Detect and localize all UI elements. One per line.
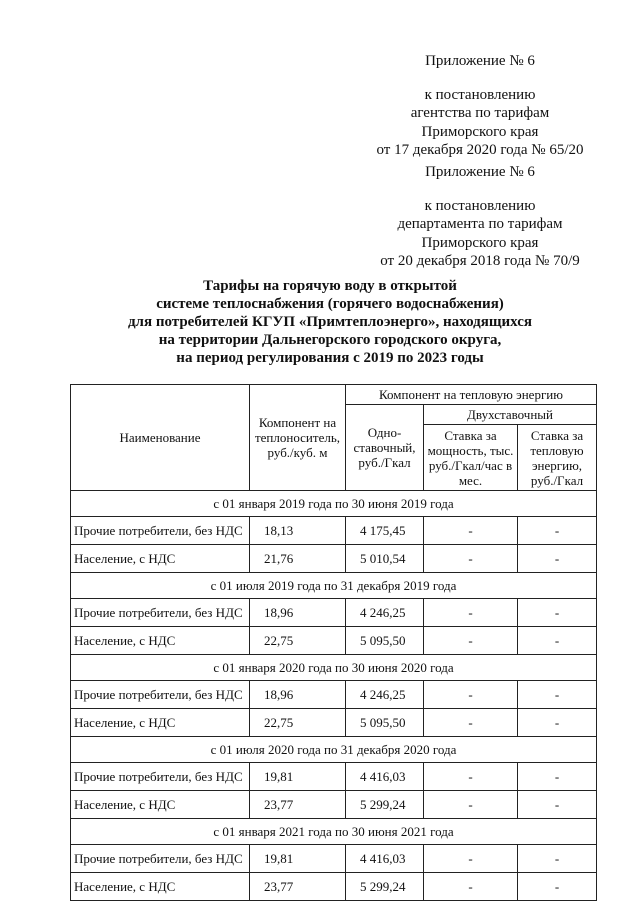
cell-one-rate: 4 416,03	[346, 763, 424, 791]
cell-energy: -	[518, 599, 597, 627]
table-row	[71, 763, 597, 791]
cell-energy: -	[518, 627, 597, 655]
cell-energy: -	[518, 873, 597, 901]
cell-carrier: 21,76	[250, 545, 346, 573]
cell-energy: -	[518, 517, 597, 545]
cell-one-rate: 5 095,50	[346, 709, 424, 737]
table-row	[71, 845, 597, 873]
header-one-rate: Одно-ставочный, руб./Гкал	[346, 405, 424, 491]
header-capacity: Ставка за мощность, тыс. руб./Гкал/час в мес.	[424, 425, 518, 491]
cell-name: Прочие потребители, без НДС	[71, 599, 250, 627]
cell-name: Население, с НДС	[71, 873, 250, 901]
cell-name: Прочие потребители, без НДС	[71, 845, 250, 873]
cell-energy: -	[518, 681, 597, 709]
title-line: на период регулирования с 2019 по 2023 годы	[176, 350, 484, 366]
cell-name: Прочие потребители, без НДС	[71, 681, 250, 709]
appendix-top-line: от 17 декабря 2020 года № 65/20	[376, 142, 584, 158]
appendix-block-top	[360, 52, 600, 160]
period-label: с 01 января 2019 года по 30 июня 2019 года	[71, 491, 597, 517]
cell-carrier: 18,96	[250, 681, 346, 709]
cell-one-rate: 4 246,25	[346, 599, 424, 627]
cell-energy: -	[518, 545, 597, 573]
table-row	[71, 517, 597, 545]
cell-one-rate: 5 299,24	[346, 873, 424, 901]
period-row	[71, 655, 597, 681]
table-row	[71, 545, 597, 573]
appendix-top-line: Приморского края	[421, 123, 539, 140]
cell-carrier: 22,75	[250, 709, 346, 737]
cell-carrier: 18,96	[250, 599, 346, 627]
cell-energy: -	[518, 709, 597, 737]
table-row	[71, 791, 597, 819]
cell-name: Население, с НДС	[71, 791, 250, 819]
cell-one-rate: 4 175,45	[346, 517, 424, 545]
period-row	[71, 737, 597, 763]
cell-name: Прочие потребители, без НДС	[71, 517, 250, 545]
period-label: с 01 июля 2019 года по 31 декабря 2019 года	[71, 573, 597, 599]
appendix-top-line: агентства по тарифам	[410, 105, 550, 121]
appendix-bottom-line: Приморского края	[421, 234, 539, 251]
title-line: для потребителей КГУП «Примтеплоэнерго», находящихся	[127, 314, 533, 330]
cell-carrier: 22,75	[250, 627, 346, 655]
appendix-top-line: к постановлению	[424, 86, 536, 103]
cell-one-rate: 5 095,50	[346, 627, 424, 655]
cell-capacity: -	[424, 709, 518, 737]
title-line: системе теплоснабжения (горячего водоснабжения)	[156, 296, 504, 312]
cell-one-rate: 5 010,54	[346, 545, 424, 573]
cell-carrier: 18,13	[250, 517, 346, 545]
cell-capacity: -	[424, 681, 518, 709]
appendix-bottom-line: к постановлению	[424, 197, 536, 214]
header-name: Наименование	[71, 385, 250, 491]
header-energy: Ставка за тепловую энергию, руб./Гкал	[518, 425, 597, 491]
cell-capacity: -	[424, 763, 518, 791]
cell-carrier: 19,81	[250, 845, 346, 873]
cell-energy: -	[518, 791, 597, 819]
cell-energy: -	[518, 763, 597, 791]
table-row	[71, 627, 597, 655]
cell-capacity: -	[424, 627, 518, 655]
table-row	[71, 599, 597, 627]
cell-capacity: -	[424, 791, 518, 819]
appendix-bottom-line: от 20 декабря 2018 года № 70/9	[380, 253, 580, 269]
appendix-block-bottom	[360, 163, 600, 271]
cell-name: Население, с НДС	[71, 709, 250, 737]
cell-capacity: -	[424, 517, 518, 545]
cell-carrier: 23,77	[250, 791, 346, 819]
cell-name: Прочие потребители, без НДС	[71, 763, 250, 791]
header-thermal: Компонент на тепловую энергию	[346, 385, 597, 405]
period-row	[71, 491, 597, 517]
tariff-table	[70, 384, 597, 901]
title-line: на территории Дальнегорского городского округа,	[158, 332, 502, 348]
cell-capacity: -	[424, 545, 518, 573]
cell-one-rate: 4 246,25	[346, 681, 424, 709]
header-carrier: Компонент на теплоноситель, руб./куб. м	[250, 385, 346, 491]
period-label: с 01 января 2020 года по 30 июня 2020 года	[71, 655, 597, 681]
cell-one-rate: 5 299,24	[346, 791, 424, 819]
cell-carrier: 23,77	[250, 873, 346, 901]
period-label: с 01 января 2021 года по 30 июня 2021 года	[71, 819, 597, 845]
cell-one-rate: 4 416,03	[346, 845, 424, 873]
document-title	[60, 277, 600, 367]
table-row	[71, 681, 597, 709]
period-row	[71, 573, 597, 599]
appendix-bottom-title: Приложение № 6	[425, 164, 535, 180]
cell-name: Население, с НДС	[71, 545, 250, 573]
table-header	[71, 385, 597, 491]
table-body	[71, 491, 597, 901]
period-label: с 01 июля 2020 года по 31 декабря 2020 года	[71, 737, 597, 763]
cell-energy: -	[518, 845, 597, 873]
title-line: Тарифы на горячую воду в открытой	[203, 278, 457, 294]
period-row	[71, 819, 597, 845]
cell-carrier: 19,81	[250, 763, 346, 791]
cell-name: Население, с НДС	[71, 627, 250, 655]
cell-capacity: -	[424, 599, 518, 627]
cell-capacity: -	[424, 845, 518, 873]
cell-capacity: -	[424, 873, 518, 901]
table-row	[71, 873, 597, 901]
table-row	[71, 709, 597, 737]
appendix-bottom-line: департамента по тарифам	[397, 216, 563, 232]
header-two-rate: Двухставочный	[424, 405, 597, 425]
appendix-top-title: Приложение № 6	[425, 53, 535, 69]
